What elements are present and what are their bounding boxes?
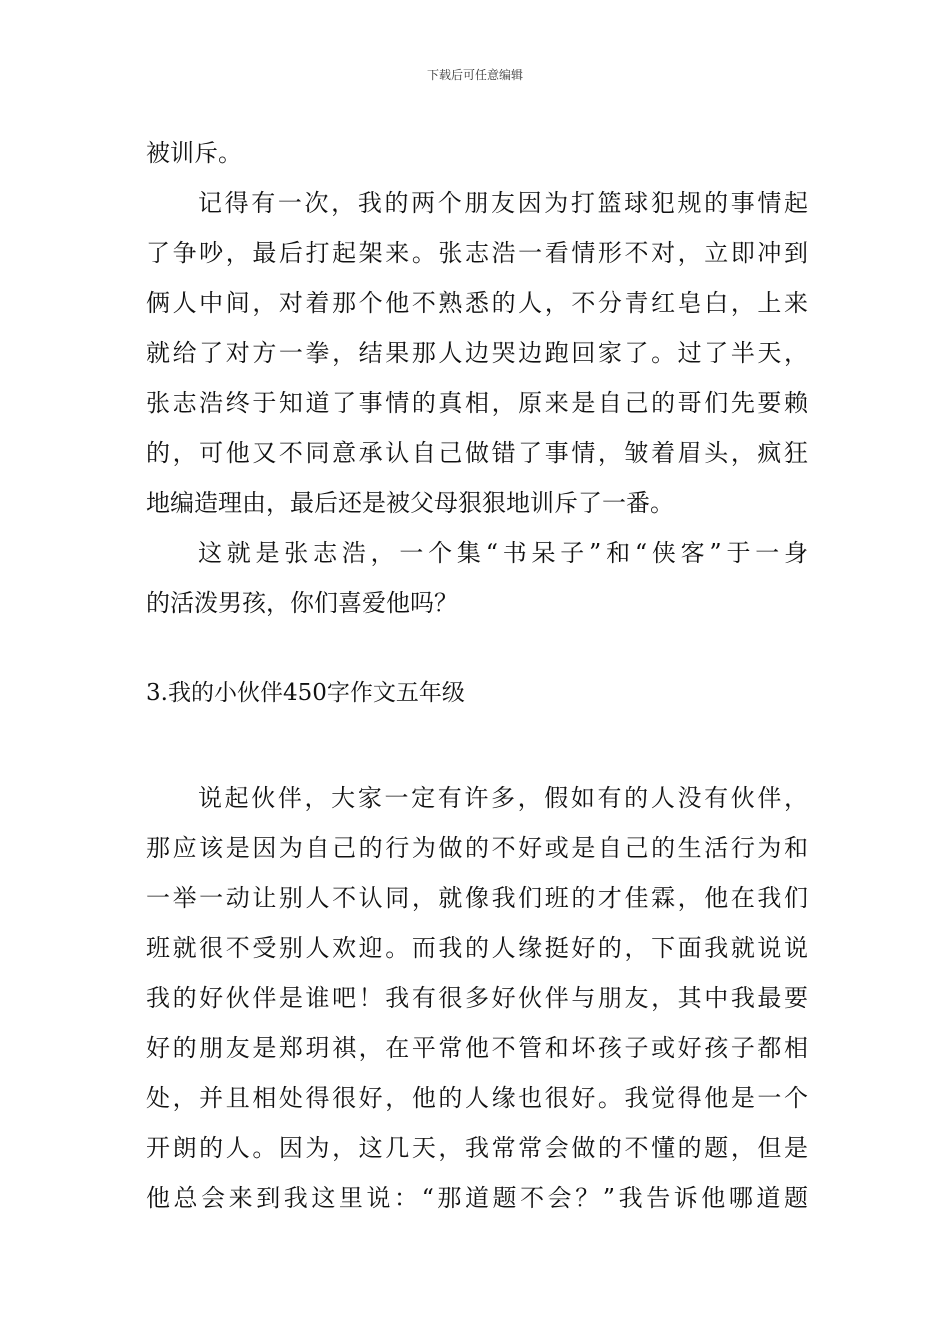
text-line: 俩人中间，对着那个他不熟悉的人，不分青红皂白，上来 bbox=[146, 289, 808, 317]
text-line: 记得有一次，我的两个朋友因为打篮球犯规的事情起 bbox=[198, 189, 808, 217]
text-line: 就给了对方一拳，结果那人边哭边跑回家了。过了半天， bbox=[146, 339, 808, 367]
document-body bbox=[146, 128, 808, 1223]
paragraph-end-line: 被训斥。 bbox=[146, 139, 242, 167]
text-line: 一举一动让别人不认同，就像我们班的才佳霖，他在我们 bbox=[146, 884, 808, 912]
text-line: 处，并且相处得很好，他的人缘也很好。我觉得他是一个 bbox=[146, 1084, 808, 1112]
text-line: 的，可他又不同意承认自己做错了事情，皱着眉头，疯狂 bbox=[146, 439, 808, 467]
text-line: 我的好伙伴是谁吧！我有很多好伙伴与朋友，其中我最要 bbox=[146, 984, 808, 1012]
page-header: 下载后可任意编辑 bbox=[426, 68, 523, 82]
text-line: 了争吵，最后打起架来。张志浩一看情形不对，立即冲到 bbox=[146, 239, 808, 267]
text-line: 好的朋友是郑玥祺，在平常他不管和坏孩子或好孩子都相 bbox=[146, 1034, 808, 1062]
text-line: 地编造理由，最后还是被父母狠狠地训斥了一番。 bbox=[146, 489, 674, 517]
paragraph-partner bbox=[146, 773, 808, 1223]
text-line: 他总会来到我这里说：“那道题不会？”我告诉他哪道题 bbox=[146, 1184, 808, 1212]
paragraph-incident bbox=[146, 178, 808, 528]
text-line: 的活泼男孩，你们喜爱他吗？ bbox=[146, 589, 458, 617]
text-line: 说起伙伴，大家一定有许多，假如有的人没有伙伴， bbox=[198, 784, 808, 812]
text-line: 那应该是因为自己的行为做的不好或是自己的生活行为和 bbox=[146, 834, 808, 862]
section-title: 3.我的小伙伴450字作文五年级 bbox=[146, 680, 465, 706]
text-line: 班就很不受别人欢迎。而我的人缘挺好的，下面我就说说 bbox=[146, 934, 808, 962]
text-line: 这就是张志浩，一个集“书呆子”和“侠客”于一身 bbox=[198, 539, 808, 567]
paragraph-conclusion bbox=[146, 528, 808, 628]
text-line: 开朗的人。因为，这几天，我常常会做的不懂的题，但是 bbox=[146, 1134, 808, 1162]
text-line: 张志浩终于知道了事情的真相，原来是自己的哥们先要赖 bbox=[146, 389, 808, 417]
